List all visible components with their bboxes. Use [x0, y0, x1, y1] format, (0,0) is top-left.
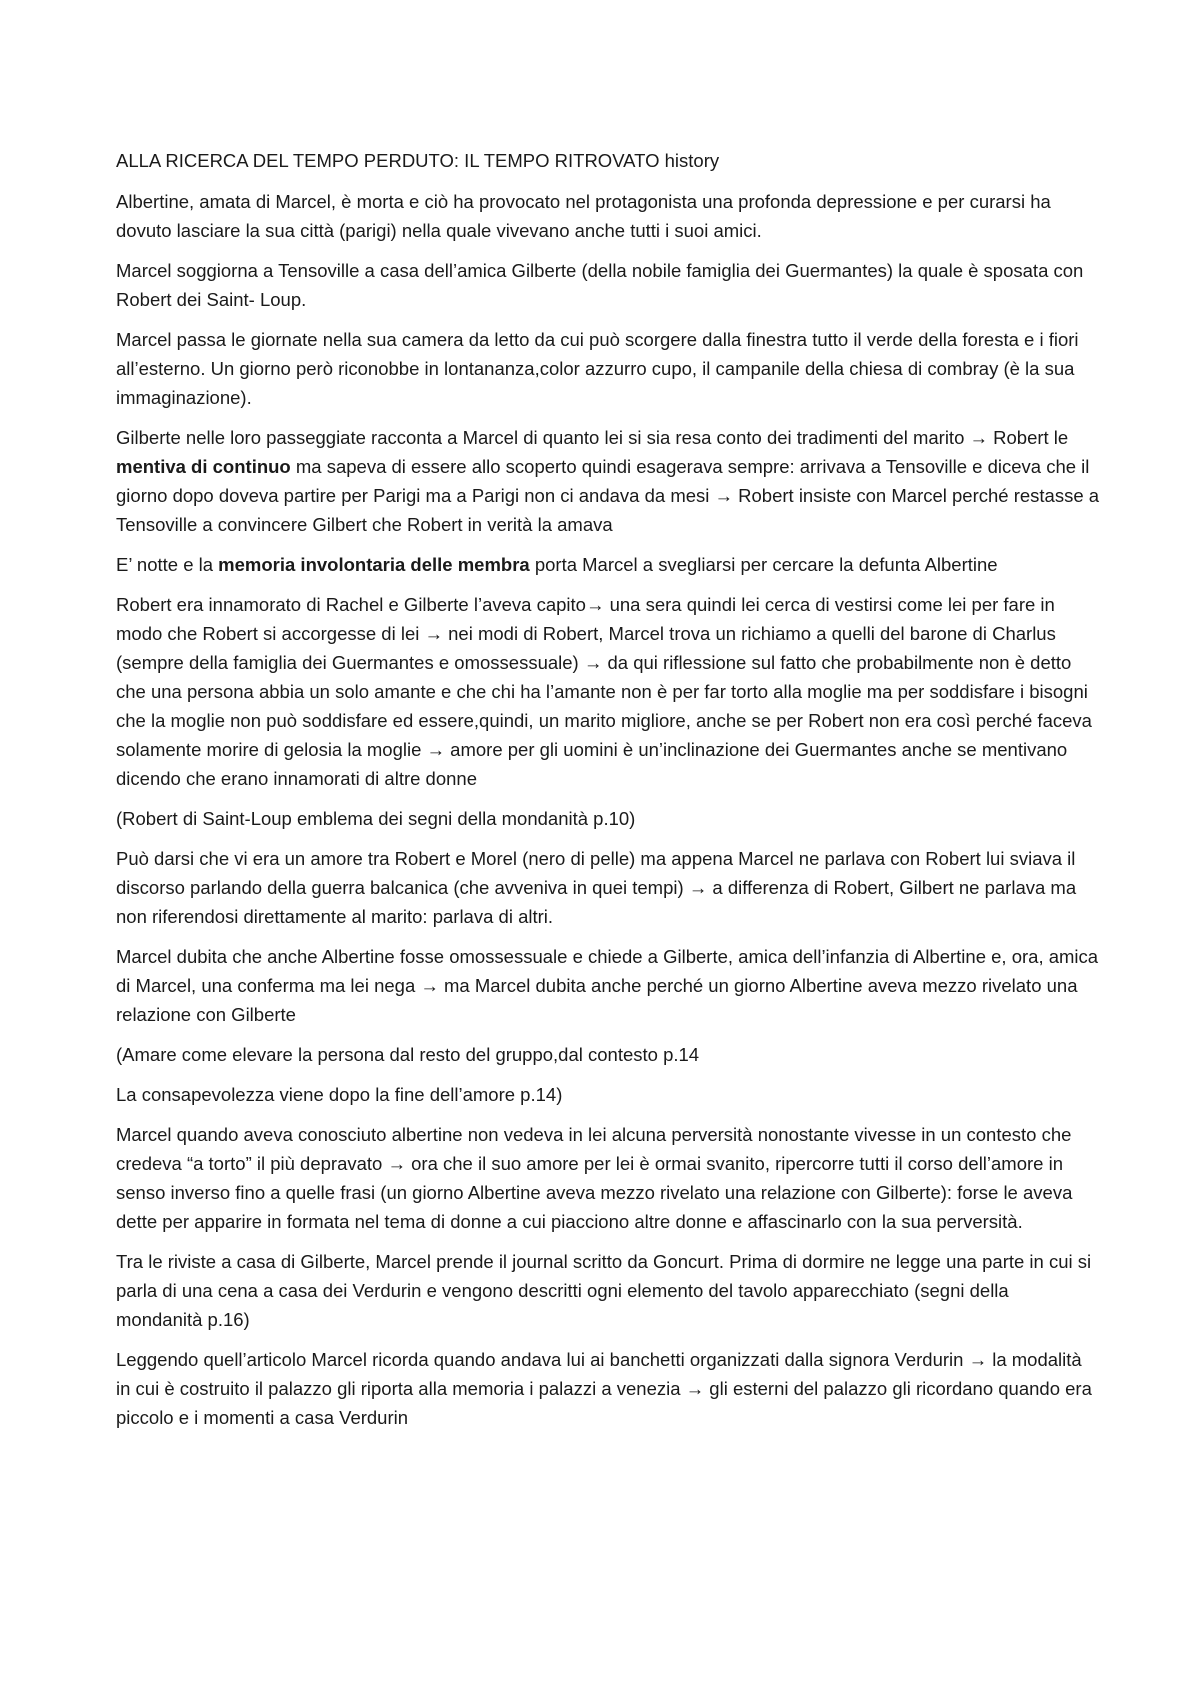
paragraph-4-text-c: ma sapeva di essere allo scoperto quindi esagerava sempre: arrivava a Tensoville e diceva che il giorno dopo doveva partire per Parigi ma a Parigi non ci andava da mesi → Robert insiste con Marcel perché restasse a Tensoville a convincere Gilbert che Robert in verità la amava [116, 456, 1100, 535]
paragraph-5-bold: memoria involontaria delle membra [218, 554, 530, 575]
paragraph-4-bold: mentiva di continuo [116, 456, 291, 477]
paragraph-5-text-c: porta Marcel a svegliarsi per cercare la defunta Albertine [529, 554, 998, 575]
document-body [116, 146, 1100, 1443]
paragraph-4 [116, 423, 1100, 539]
paragraph-12: Marcel quando aveva conosciuto albertine non vedeva in lei alcuna perversità nonostante vivesse in un contesto che credeva “a torto” il più depravato → ora che il suo amore per lei è ormai svanito, ripercorre tutti il corso dell’amore in senso inverso fino a quelle frasi (un giorno Albertine aveva mezzo rivelato una relazione con Gilberte): forse le aveva dette per apparire in formata nel tema di donne a cui piacciono altre donne e affascinarlo con la sua perversità. [116, 1124, 1073, 1232]
paragraph-2: Marcel soggiorna a Tensoville a casa dell’amica Gilberte (della nobile famiglia dei Guermantes) la quale è sposata con Robert dei Saint- Loup. [116, 260, 1084, 310]
paragraph-9: Marcel dubita che anche Albertine fosse omossessuale e chiede a Gilberte, amica dell’infanzia di Albertine e, ora, amica di Marcel, una conferma ma lei nega → ma Marcel dubita anche perché un giorno Albertine aveva mezzo rivelato una relazione con Gilberte [116, 946, 1099, 1025]
paragraph-10: (Amare come elevare la persona dal resto del gruppo,dal contesto p.14 [116, 1044, 700, 1065]
paragraph-14: Leggendo quell’articolo Marcel ricorda quando andava lui ai banchetti organizzati dalla signora Verdurin → la modalità in cui è costruito il palazzo gli riporta alla memoria i palazzi a venezia → gli esterni del palazzo gli ricordano quando era piccolo e i momenti a casa Verdurin [116, 1349, 1092, 1428]
paragraph-3: Marcel passa le giornate nella sua camera da letto da cui può scorgere dalla finestra tutto il verde della foresta e i fiori all’esterno. Un giorno però riconobbe in lontananza,color azzurro cupo, il campanile della chiesa di combray (è la sua immaginazione). [116, 329, 1079, 408]
paragraph-11: La consapevolezza viene dopo la fine dell’amore p.14) [116, 1084, 563, 1105]
paragraph-5 [116, 550, 1100, 579]
paragraph-13: Tra le riviste a casa di Gilberte, Marcel prende il journal scritto da Goncurt. Prima di dormire ne legge una parte in cui si parla di una cena a casa dei Verdurin e vengono descritti ogni elemento del tavolo apparecchiato (segni della mondanità p.16) [116, 1251, 1092, 1330]
paragraph-5-text-a: E’ notte e la [116, 554, 219, 575]
paragraph-8: Può darsi che vi era un amore tra Robert e Morel (nero di pelle) ma appena Marcel ne parlava con Robert lui sviava il discorso parlando della guerra balcanica (che avveniva in quei tempi) → a differenza di Robert, Gilbert ne parlava ma non riferendosi direttamente al marito: parlava di altri. [116, 848, 1077, 927]
paragraph-4-text-a: Gilberte nelle loro passeggiate racconta a Marcel di quanto lei si sia resa conto dei tradimenti del marito → Robert le [116, 427, 1069, 448]
paragraph-7: (Robert di Saint-Loup emblema dei segni della mondanità p.10) [116, 808, 636, 829]
paragraph-6: Robert era innamorato di Rachel e Gilberte l’aveva capito→ una sera quindi lei cerca di vestirsi come lei per fare in modo che Robert si accorgesse di lei → nei modi di Robert, Marcel trova un richiamo a quelli del barone di Charlus (sempre della famiglia dei Guermantes e omossessuale) → da qui riflessione sul fatto che probabilmente non è detto che una persona abbia un solo amante e che chi ha l’amante non è per far torto alla moglie ma per soddisfare i bisogni che la moglie non può soddisfare ed essere,quindi, un marito migliore, anche se per Robert non era così perché faceva solamente morire di gelosia la moglie → amore per gli uomini è un’inclinazione dei Guermantes anche se mentivano dicendo che erano innamorati di altre donne [116, 594, 1092, 789]
paragraph-1: Albertine, amata di Marcel, è morta e ciò ha provocato nel protagonista una profonda depressione e per curarsi ha dovuto lasciare la sua città (parigi) nella quale vivevano anche tutti i suoi amici. [116, 191, 1051, 241]
document-title: ALLA RICERCA DEL TEMPO PERDUTO: IL TEMPO RITROVATO history [116, 150, 720, 171]
